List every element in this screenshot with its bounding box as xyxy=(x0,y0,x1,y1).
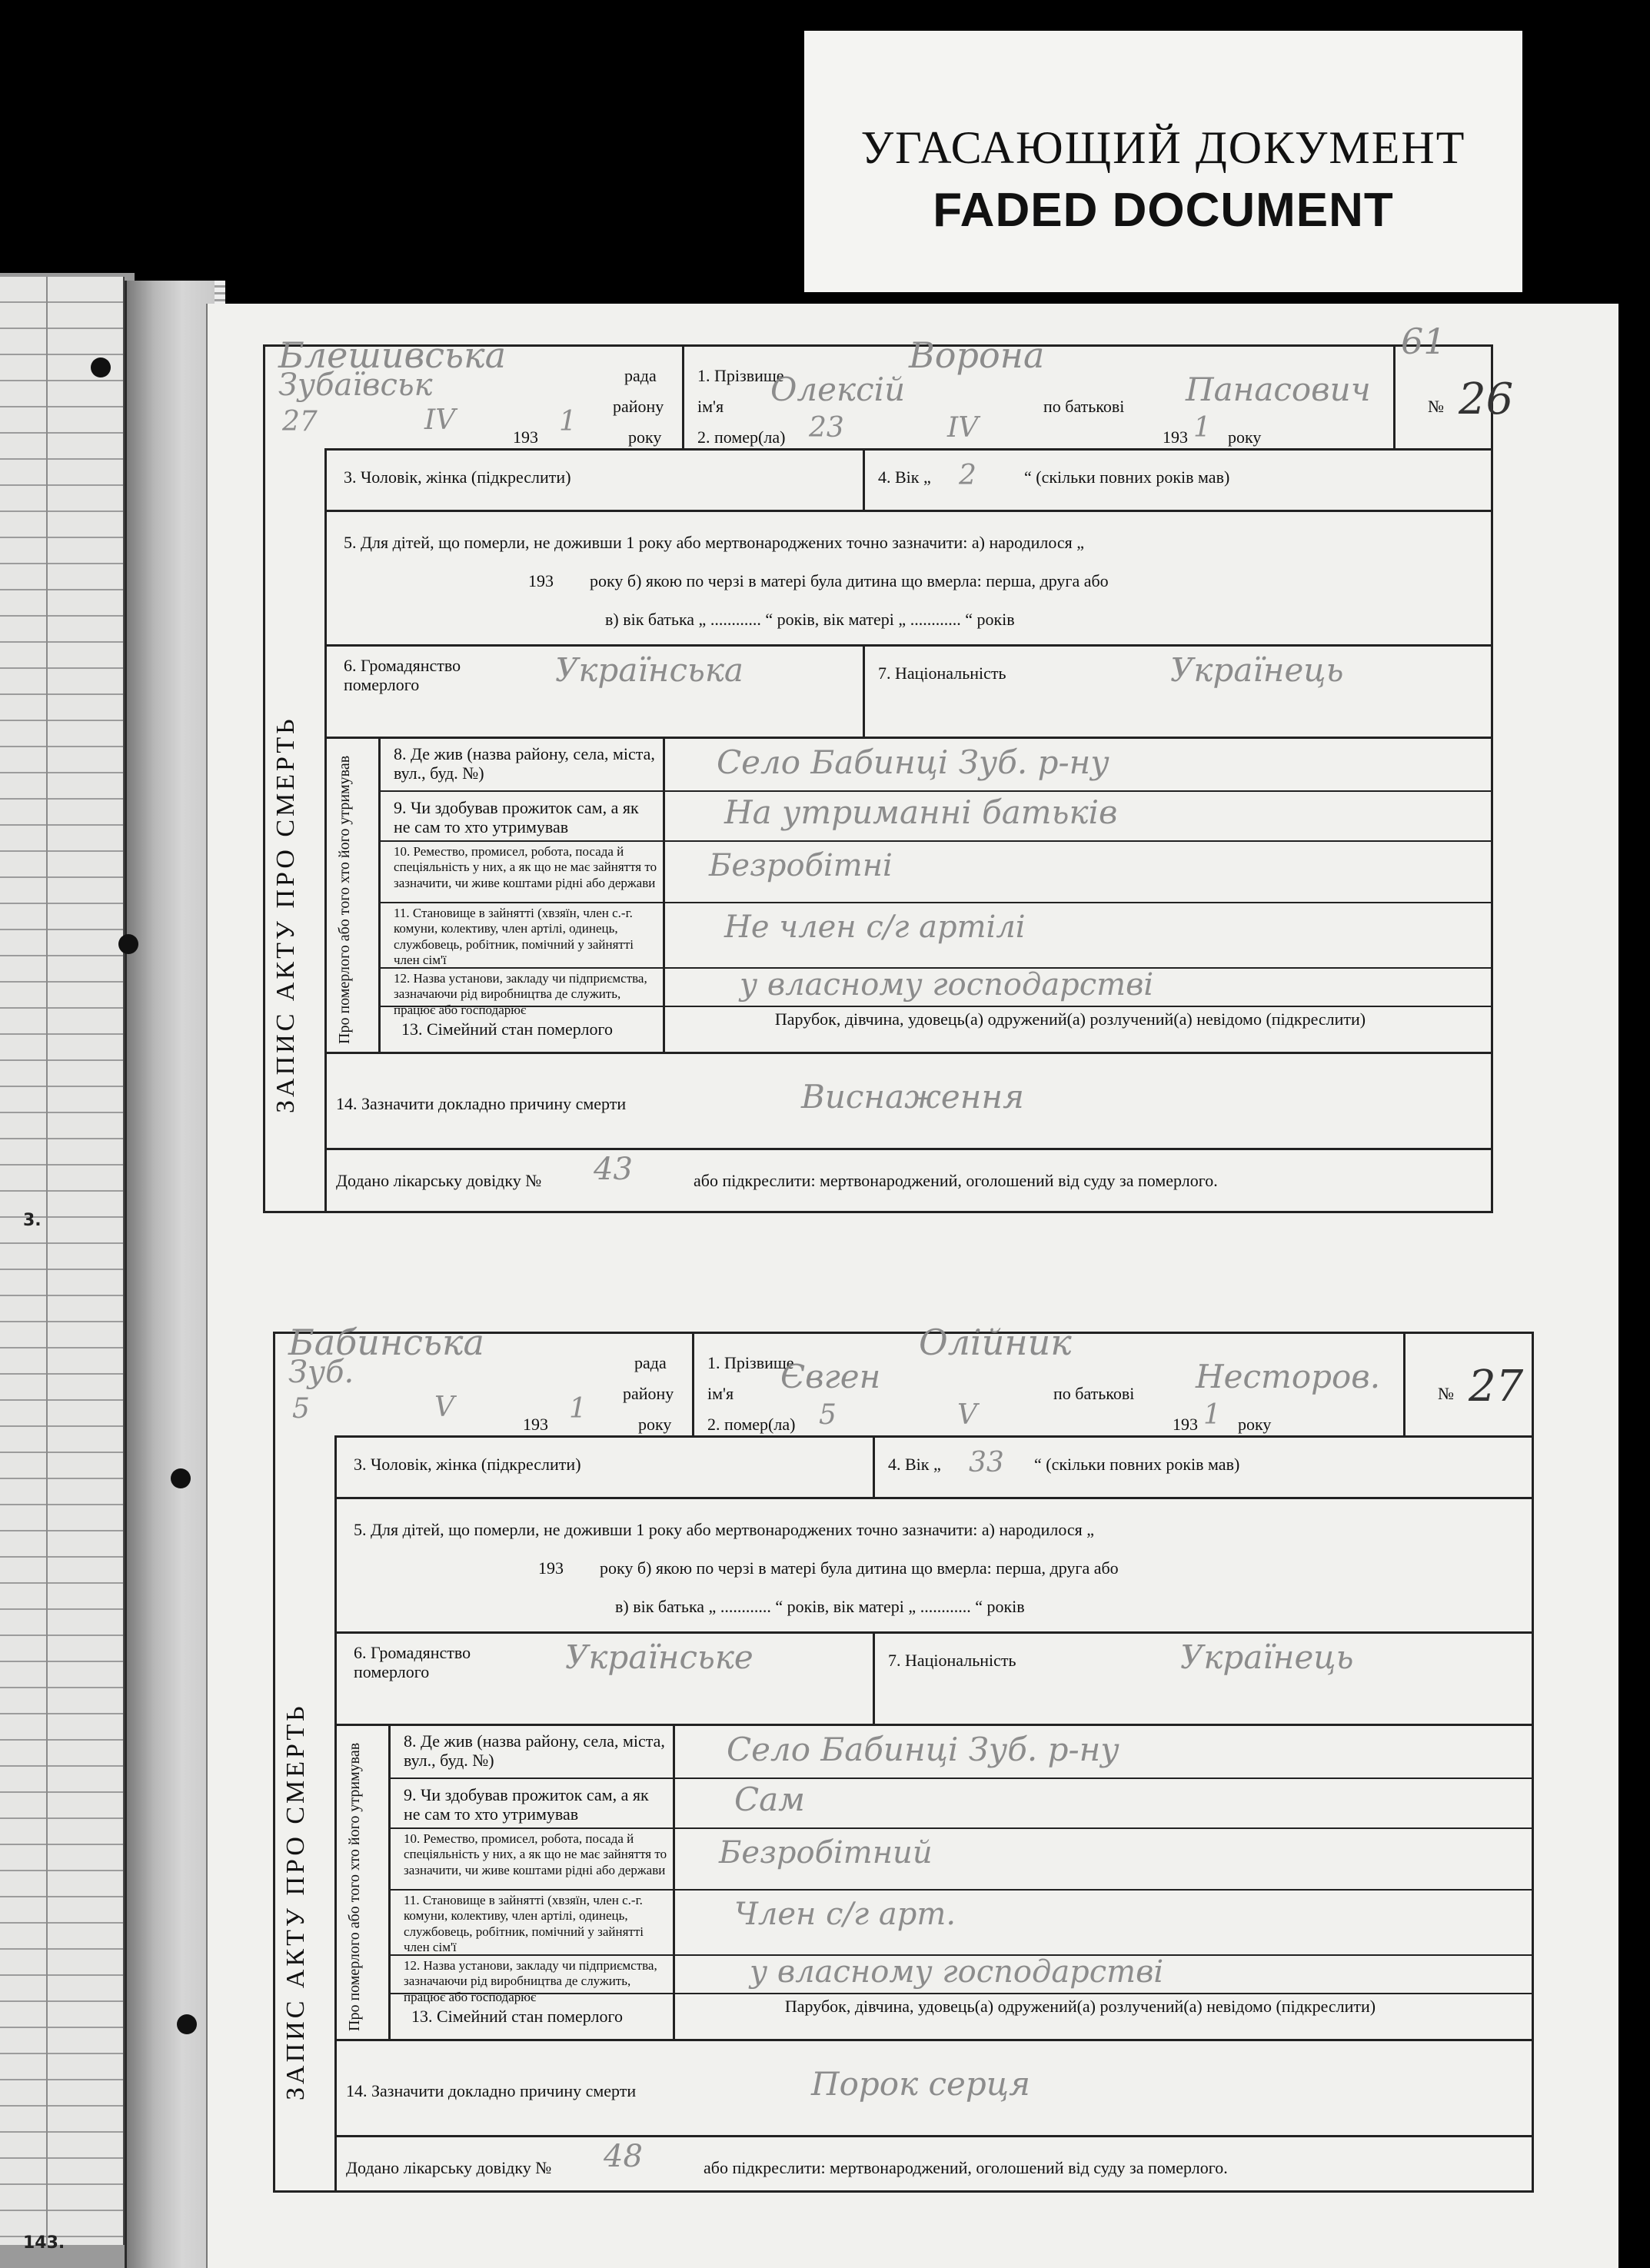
punch-hole xyxy=(177,2014,197,2034)
label-russian: УГАСАЮЩИЙ ДОКУМЕНТ xyxy=(860,122,1466,173)
rule-line xyxy=(1491,344,1493,1213)
label-q12-workplace: 12. Назва установи, закладу чи підприємства, зазначаючи рід виробництва де служить, працює або господарює xyxy=(404,1958,657,2004)
rule-line xyxy=(334,2039,1534,2041)
faded-document-label xyxy=(804,31,1522,292)
rule-line xyxy=(324,510,1493,512)
rule-line xyxy=(873,1435,875,1497)
label-name: ім'я xyxy=(697,397,724,416)
margin-mark: 143. xyxy=(23,2233,65,2253)
hw-died-year: 1 xyxy=(1193,412,1211,444)
side-label: Про померлого або того хто його утримував xyxy=(336,755,353,1044)
label-certificate: Додано лікарську довідку № xyxy=(346,2158,552,2177)
hw-number: 27 xyxy=(1469,1362,1524,1412)
rule-line xyxy=(273,1332,275,2193)
label-q5-line2: року б) якою по черзі в матері була дитина що вмерла: перша, друга або xyxy=(600,1558,1119,1578)
rule-line xyxy=(273,2190,1534,2193)
rule-line xyxy=(378,790,1493,792)
label-q14-cause: 14. Зазначити докладно причину смерти xyxy=(346,2081,637,2100)
death-record-26 xyxy=(263,321,1514,1213)
hw-date-day: 5 xyxy=(292,1393,310,1425)
label-year-prefix: 193 xyxy=(523,1415,548,1434)
rule-line xyxy=(388,1889,1534,1891)
hw-occupation: Безробітний xyxy=(719,1835,933,1871)
binding-edge xyxy=(125,281,219,2268)
punch-hole xyxy=(91,357,111,377)
label-q13-marital: 13. Сімейний стан померлого xyxy=(401,1019,613,1039)
hw-workplace: у власному господарстві xyxy=(740,967,1154,1003)
rule-line xyxy=(324,448,327,1213)
label-q14-cause: 14. Зазначити докладно причину смерти xyxy=(336,1094,627,1113)
label-q9-livelihood: 9. Чи здобував прожиток сам, а як не сам то хто утримував xyxy=(394,798,639,837)
rule-line xyxy=(334,1435,1534,1438)
rule-line xyxy=(673,1724,675,2039)
rule-line xyxy=(378,840,1493,842)
label-q5-year: 193 xyxy=(538,1558,564,1578)
hw-date-month: ІV xyxy=(424,404,456,436)
rule-line xyxy=(334,1631,1534,1634)
hw-cause: Виснаження xyxy=(801,1078,1024,1116)
hw-patronymic: Несторов. xyxy=(1196,1358,1381,1395)
hw-died-day: 23 xyxy=(809,412,844,444)
label-q13-options: Парубок, дівчина, удовець(а) одружений(а) розлучений(а) невідомо (підкреслити) xyxy=(774,1009,1366,1029)
label-certificate-note: або підкреслити: мертвонароджений, оголошений від суду за померлого. xyxy=(704,2158,1228,2177)
hw-patronymic: Панасович xyxy=(1186,371,1371,408)
hw-raion: Зуб. xyxy=(288,1355,354,1390)
label-q5-line2: року б) якою по черзі в матері була дитина що вмерла: перша, друга або xyxy=(590,571,1109,590)
label-rada: рада xyxy=(624,366,657,385)
label-q11-position: 11. Становище в зайнятті (хвзяїн, член с.-г. комуни, колективу, член артілі, одинець, службовець, робітник, помічний у зайнятті член сім'ї xyxy=(394,906,634,968)
rule-line xyxy=(378,902,1493,903)
label-q5-line1: 5. Для дітей, що померли, не доживши 1 року або мертвонароджених точно зазначити: а) народилося „ xyxy=(344,533,1085,552)
rule-line xyxy=(1532,1332,1534,2193)
label-q5-line3: в) вік батька „ ............ “ років, вік матері „ ............ “ років xyxy=(615,1597,1025,1616)
hw-date-year: 1 xyxy=(559,406,577,437)
rule-line xyxy=(863,448,865,510)
label-q4-note: “ (скільки повних років мав) xyxy=(1034,1455,1240,1474)
label-q5-line1: 5. Для дітей, що померли, не доживши 1 року або мертвонароджених точно зазначити: а) народилося „ xyxy=(354,1520,1095,1539)
label-q4-age: 4. Вік „ xyxy=(888,1455,941,1474)
hw-position: Не член с/г артілі xyxy=(724,910,1026,945)
label-q5-line3: в) вік батька „ ............ “ років, вік матері „ ............ “ років xyxy=(605,610,1015,629)
hw-name: Євген xyxy=(780,1358,881,1395)
punch-hole xyxy=(171,1468,191,1488)
hw-certificate: 48 xyxy=(604,2139,643,2174)
rule-line xyxy=(692,1332,694,1435)
label-q12-workplace: 12. Назва установи, закладу чи підприємства, зазначаючи рід виробництва де служить, працює або господарює xyxy=(394,971,647,1017)
rule-line xyxy=(263,1211,1493,1213)
hw-corner: 61 xyxy=(1401,321,1446,362)
rule-line xyxy=(263,344,265,1213)
label-surname: 1. Прізвище xyxy=(707,1353,794,1372)
label-patronymic: по батькові xyxy=(1053,1384,1135,1403)
label-q13-marital: 13. Сімейний стан померлого xyxy=(411,2007,623,2026)
label-rada: рада xyxy=(634,1353,667,1372)
rule-line xyxy=(324,448,1493,451)
rule-line xyxy=(324,1148,1493,1150)
hw-date-year: 1 xyxy=(569,1393,587,1425)
label-q4-note: “ (скільки повних років мав) xyxy=(1024,467,1230,487)
hw-residence: Село Бабинці Зуб. р-ну xyxy=(717,743,1109,781)
hw-died-month: V xyxy=(957,1399,977,1431)
label-q6-citizenship: 6. Громадянство померлого xyxy=(344,656,461,695)
hw-rada: Бабинська xyxy=(288,1322,484,1363)
hw-residence: Село Бабинці Зуб. р-ну xyxy=(727,1731,1119,1768)
label-q8-residence: 8. Де жив (назва району, села, міста, вул., буд. №) xyxy=(404,1731,665,1771)
hw-died-day: 5 xyxy=(819,1399,837,1431)
rule-line xyxy=(388,1777,1534,1779)
label-q9-livelihood: 9. Чи здобував прожиток сам, а як не сам то хто утримував xyxy=(404,1785,649,1824)
hw-cause: Порок серця xyxy=(811,2065,1030,2103)
label-q3-sex: 3. Чоловік, жінка (підкреслити) xyxy=(354,1455,581,1474)
hw-livelihood: На утриманні батьків xyxy=(724,793,1118,831)
label-certificate: Додано лікарську довідку № xyxy=(336,1171,542,1190)
label-q6-citizenship: 6. Громадянство померлого xyxy=(354,1643,471,1682)
vertical-title: ЗАПИС АКТУ ПРО СМЕРТЬ xyxy=(271,716,300,1113)
rule-line xyxy=(682,344,684,448)
rule-line xyxy=(388,1724,391,2039)
hw-date-month: V xyxy=(434,1392,454,1423)
hw-nationality: Українець xyxy=(1170,651,1344,689)
hw-raion: Зубаївськ xyxy=(278,367,433,403)
label-number: № xyxy=(1438,1384,1454,1403)
label-q7-nationality: 7. Національність xyxy=(888,1651,1016,1670)
hw-workplace: у власному господарстві xyxy=(750,1954,1164,1990)
left-page-ledger xyxy=(0,277,125,2245)
hw-died-year: 1 xyxy=(1203,1399,1221,1431)
rule-line xyxy=(334,1497,1534,1499)
label-certificate-note: або підкреслити: мертвонароджений, оголошений від суду за померлого. xyxy=(694,1171,1218,1190)
label-raion: району xyxy=(613,397,664,416)
hw-age: 2 xyxy=(959,460,976,491)
hw-age: 33 xyxy=(969,1447,1004,1478)
rule-line xyxy=(663,737,665,1052)
rule-line xyxy=(324,1052,1493,1054)
hw-position: Член с/г арт. xyxy=(734,1897,956,1932)
rule-line xyxy=(324,644,1493,647)
rule-line xyxy=(1403,1332,1405,1435)
label-died: 2. помер(ла) xyxy=(707,1415,796,1434)
hw-citizenship: Українське xyxy=(565,1638,753,1676)
rule-line xyxy=(334,1435,337,2193)
hw-number: 26 xyxy=(1459,374,1514,424)
punch-hole xyxy=(118,934,138,954)
rule-line xyxy=(873,1631,875,1724)
label-died: 2. помер(ла) xyxy=(697,427,786,447)
label-died-roku: року xyxy=(1238,1415,1272,1434)
label-died-year: 193 xyxy=(1173,1415,1198,1434)
rule-line xyxy=(378,737,381,1052)
label-q8-residence: 8. Де жив (назва району, села, міста, вул., буд. №) xyxy=(394,744,655,783)
death-record-27 xyxy=(273,1322,1534,2193)
label-name: ім'я xyxy=(707,1384,734,1403)
label-raion: району xyxy=(623,1384,674,1403)
rule-line xyxy=(863,644,865,737)
label-died-year: 193 xyxy=(1163,427,1188,447)
label-q13-options: Парубок, дівчина, удовець(а) одружений(а) розлучений(а) невідомо (підкреслити) xyxy=(784,1997,1376,2016)
label-year: року xyxy=(628,427,662,447)
hw-nationality: Українець xyxy=(1180,1638,1354,1676)
label-patronymic: по батькові xyxy=(1043,397,1125,416)
label-english: FADED DOCUMENT xyxy=(933,184,1394,237)
hw-occupation: Безробітні xyxy=(709,848,893,883)
label-q11-position: 11. Становище в зайнятті (хвзяїн, член с.-г. комуни, колективу, член артілі, одинець, службовець, робітник, помічний у зайнятті член сім'ї xyxy=(404,1893,644,1955)
margin-mark: 3. xyxy=(23,1211,42,1230)
label-surname: 1. Прізвище xyxy=(697,366,784,385)
label-q10-occupation: 10. Ремество, промисел, робота, посада й спеціяльність у них, а як що не має зайняття то зазначити, чи живе коштами рідні або держави xyxy=(394,844,657,890)
hw-citizenship: Українська xyxy=(555,651,743,689)
rule-line xyxy=(334,1724,1534,1726)
label-q10-occupation: 10. Ремество, промисел, робота, посада й спеціяльність у них, а як що не має зайняття то зазначити, чи живе коштами рідні або держави xyxy=(404,1831,667,1877)
label-year-prefix: 193 xyxy=(513,427,538,447)
side-label: Про померлого або того хто його утримував xyxy=(346,1742,363,2031)
label-q3-sex: 3. Чоловік, жінка (підкреслити) xyxy=(344,467,571,487)
vertical-title: ЗАПИС АКТУ ПРО СМЕРТЬ xyxy=(281,1703,310,2100)
label-q7-nationality: 7. Національність xyxy=(878,663,1006,683)
hw-rada: Блешивська xyxy=(278,334,506,376)
hw-surname: Ворона xyxy=(909,334,1045,376)
label-year: року xyxy=(638,1415,672,1434)
label-died-roku: року xyxy=(1228,427,1262,447)
label-q4-age: 4. Вік „ xyxy=(878,467,931,487)
rule-line xyxy=(334,2135,1534,2137)
hw-surname: Олійник xyxy=(919,1322,1072,1363)
hw-name: Олексій xyxy=(770,371,906,408)
hw-certificate: 43 xyxy=(594,1152,633,1187)
rule-line xyxy=(388,1827,1534,1829)
hw-livelihood: Сам xyxy=(734,1781,805,1818)
rule-line xyxy=(1393,344,1396,448)
label-q5-year: 193 xyxy=(528,571,554,590)
label-number: № xyxy=(1428,397,1444,416)
hw-date-day: 27 xyxy=(282,406,318,437)
rule-line xyxy=(324,737,1493,739)
hw-died-month: ІV xyxy=(947,412,979,444)
